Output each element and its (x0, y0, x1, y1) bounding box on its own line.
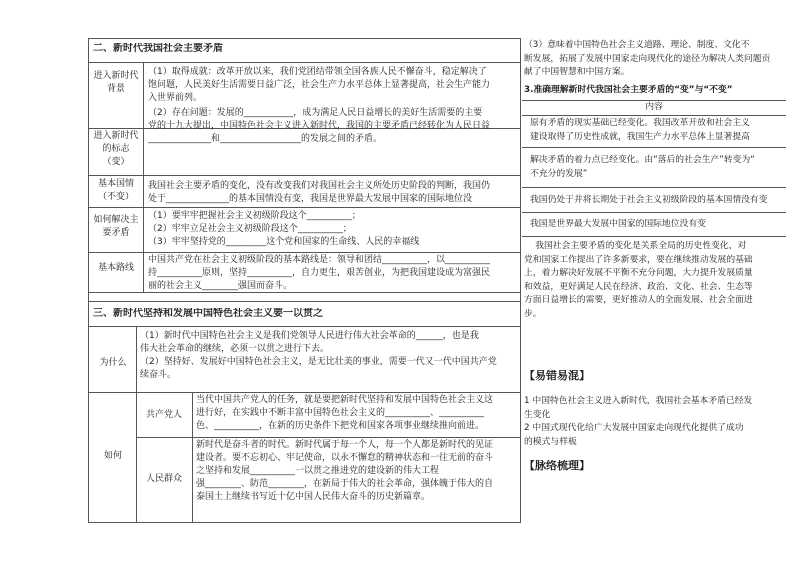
label-col-divider (143, 62, 144, 292)
top-border (88, 38, 521, 39)
row-label-basic-line: 基本路线 (97, 263, 134, 273)
rule (522, 236, 786, 237)
rule (88, 207, 521, 208)
rule (88, 392, 521, 393)
rule (522, 147, 786, 148)
row-text-solve: （1）要牢牢把握社会主义初级阶段这个__________； （2）牢牢立足社会主义初级阶段这个__________； （3）牢牢坚持党的_________这个党和国家的生命线、人民的幸福线 (148, 211, 420, 247)
party-text: 当代中国共产党人的任务，就是要把新时代坚持和发展中国特色社会主义这 进行好，在实践中不断丰富中国特色社会主义的__________、__________ 色、__________，在新的历史条件下把党和国家各项事业继续推向前进。 (196, 395, 494, 431)
table-row: 我国是世界最大发展中国家的国际地位没有变 (530, 219, 706, 229)
rule (522, 187, 786, 188)
rule (88, 326, 521, 327)
rule (136, 437, 521, 438)
error-title: 【易错易混】 (524, 370, 590, 382)
row-label-background: 进入新时代背景 (93, 71, 139, 94)
label-col-divider-2 (136, 326, 137, 523)
party-label: 共产党人 (145, 410, 182, 420)
people-text: 新时代是奋斗者的时代。新时代属于每一个人，每一个人都是新时代的见证 建设者。要不忘初心、牢记使命，以永不懈怠的精神状态和一往无前的奋斗 之坚持和发展__________一以贯之推进党的建设新的伟大工程 强________、防范________，在新局于伟大的社会革命，强体魄于伟大的自 泰国土上继续书写近十亿中国人民伟大奋斗的历史新篇章。 (196, 440, 494, 502)
rule (88, 252, 521, 253)
rule (88, 292, 521, 293)
section2-title: 二、新时代我国社会主要矛盾 (93, 43, 223, 54)
people-label: 人民群众 (145, 474, 182, 484)
right-paragraph: 我国社会主要矛盾的变化是关系全局的历史性变化，对 党和国家工作提出了许多新要求，要在继续推动发展的基础 上，着力解决好发展不平衡不充分问题，大力提升发展质量 和效益，更好满足人民在经济、政治、文化、社会、生态等 方面日益增长的需要，更好推动人的全面发展、社会全面进 步。 (524, 241, 753, 319)
row-text-marker: （2）存在问题：发展的___________，成为满足人民日益增长的美好生活需要的主要 党的十九大提出，中国特色社会主义进入新时代，我国的主要矛盾已经转化为人民日益 ______________和__________________的发展之间的矛盾。 (148, 108, 491, 144)
rule (88, 62, 521, 63)
why-label: 为什么 (99, 358, 127, 368)
table-row: 解决矛盾的着力点已经变化。由“落后的社会生产”转变为“ 不充分的发展” (530, 155, 755, 179)
error-text: 1 中国特色社会主义进入新时代，我国社会基本矛盾已经发 生变化 2 中国式现代化给广大发展中国家走向现代化提供了成功 的模式与样板 (524, 396, 753, 447)
why-text: （1）新时代中国特色社会主义是我们党领导人民进行伟大社会革命的______，也是我 伟大社会革命的继续，必须一以贯之进行下去。 （2）坚持好、发展好中国特色社会主义，是无比壮美的事业，需要一代又一代中国共产党 续奋斗。 (140, 331, 497, 380)
rule (88, 175, 521, 176)
table-row: 原有矛盾的现实基础已经变化。我国改革开放和社会主义 建设取得了历史性成就，我国生产力水平总体上显著提高 (530, 118, 750, 142)
rule (88, 522, 521, 523)
how-label: 如何 (103, 451, 122, 461)
row-label-marker: 进入新时代的标志（变） (93, 131, 139, 167)
right-item3: （3）意味着中国特色社会主义道路、理论、制度、文化不 断发展，拓展了发展中国家走向现代化的途径为解决人类问题贡 献了中国智慧和中国方案。 (524, 40, 771, 77)
rule (522, 212, 786, 213)
context-map-title: 【脉络梳理】 (524, 460, 590, 472)
table-row: 我国仍处于并将长期处于社会主义初级阶段的基本国情没有变 (530, 195, 768, 205)
rule (522, 115, 786, 116)
row-text-basic-line: 中国共产党在社会主义初级阶段的基本路线是：领导和团结__________，以__________ 持__________原则，坚持__________，自力更生，艰苦创业，为把我国建设成为富强民 丽的社会主义________强国而奋斗。 (148, 255, 491, 291)
rule (88, 301, 521, 302)
section3-title: 三、新时代坚持和发展中国特色社会主义要一以贯之 (93, 308, 323, 319)
row-text-national-condition: 我国社会主要矛盾的变化，没有改变我们对我国社会主义所处历史阶段的判断，我国仍 处于______________的基本国情没有变，我国是世界最大发展中国家的国际地位没 (148, 181, 491, 204)
right-divider (520, 38, 521, 523)
left-border (88, 38, 89, 523)
table-header: 内容 (645, 102, 663, 112)
row-text-background: （1）取得成就：改革开放以来，我们党团结带领全国各族人民不懈奋斗，稳定解决了 饱问题，人民美好生活需要日益广泛，社会生产力水平总体上显著提高，社会生产能力 入世界前列。 (148, 67, 491, 103)
row-label-solve: 如何解决主要矛盾 (93, 215, 139, 238)
sub-label-divider (192, 392, 193, 523)
row-label-national-condition: 基本国情（不变） (97, 179, 134, 202)
right-heading-3: 3.准确理解新时代我国社会主要矛盾的“变”与“不变” (524, 85, 733, 95)
